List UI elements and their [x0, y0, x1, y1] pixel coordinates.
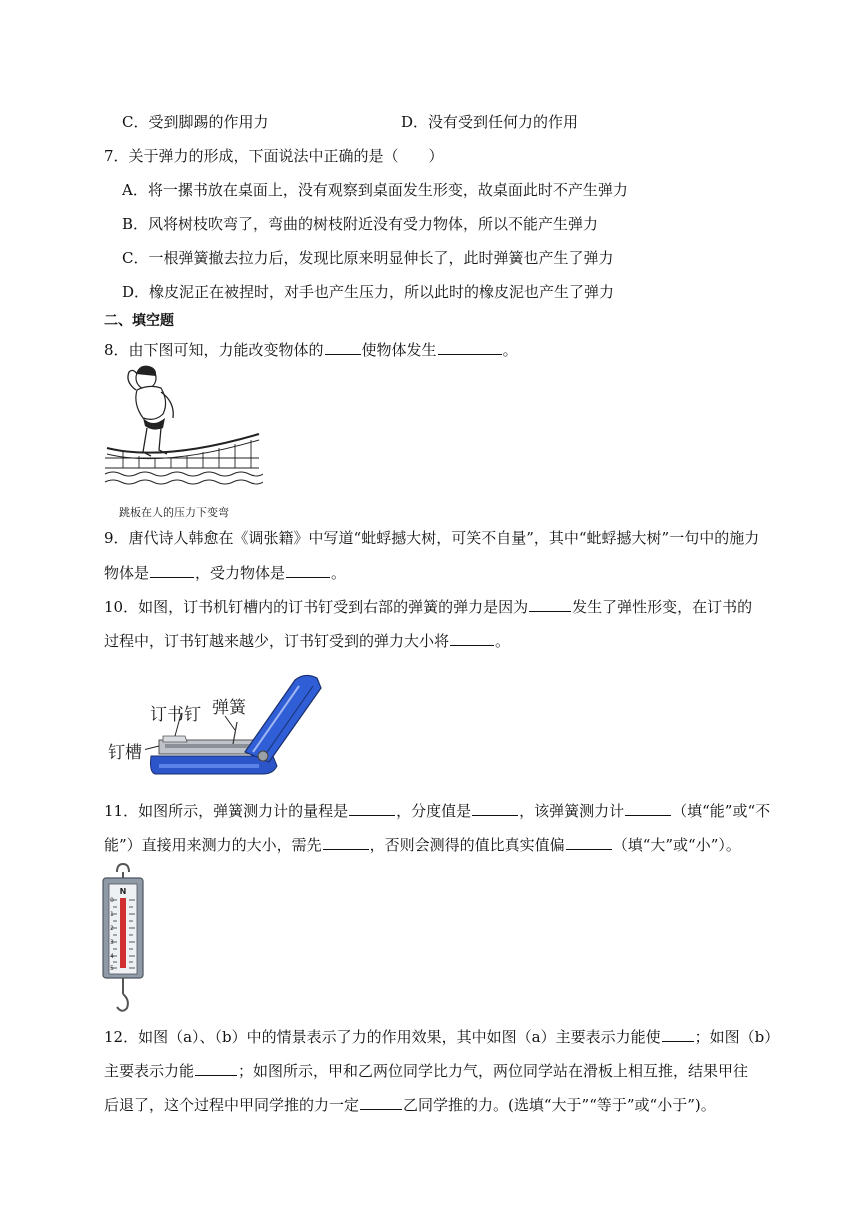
q12-line1 — [104, 1027, 779, 1047]
q11-part6: ，否则会测得的值比真实值偏 — [369, 836, 565, 854]
diving-board-figure — [103, 362, 263, 500]
q11-blank-2 — [472, 801, 518, 816]
q7-stem: 7．关于弹力的形成，下面说法中正确的是（ ） — [104, 147, 444, 165]
q12-blank-3 — [360, 1095, 402, 1110]
q6-option-c: C．受到脚踢的作用力 — [122, 113, 269, 131]
q12-line3 — [104, 1095, 716, 1115]
q10-part4: 。 — [495, 632, 511, 650]
q9-line1: 9．唐代诗人韩愈在《调张籍》中写道“蚍蜉撼大树，可笑不自量”，其中“蚍蜉撼大树”一句中的施力 — [104, 529, 760, 547]
scale-tick-3: 3 — [110, 939, 114, 946]
q11-part5: 能”）直接用来测力的大小，需先 — [104, 836, 322, 854]
q11-part4: （填“能”或“不 — [672, 802, 771, 820]
q8-blank-2 — [438, 340, 502, 355]
q12-part2: ；如图（b） — [694, 1028, 780, 1046]
q12-part3: 主要表示力能 — [104, 1062, 195, 1080]
q9-blank-1 — [150, 563, 194, 578]
q12-blank-2 — [195, 1061, 237, 1076]
q9-part1: 物体是 — [104, 564, 150, 582]
q11-blank-1 — [349, 801, 395, 816]
q10-part2: 发生了弹性形变，在订书的 — [572, 598, 753, 616]
q9-line2 — [104, 563, 346, 583]
q11-line1 — [104, 801, 770, 821]
spring-scale-figure — [100, 862, 146, 1014]
scale-tick-2: 2 — [110, 925, 114, 932]
q11-blank-5 — [566, 835, 612, 850]
q10-line1 — [104, 597, 752, 617]
q12-part1: 12．如图（a）、（b）中的情景表示了力的作用效果，其中如图（a）主要表示力能使 — [104, 1028, 661, 1046]
q10-part1: 10．如图，订书机钉槽内的订书钉受到右部的弹簧的弹力是因为 — [104, 598, 529, 616]
q9-part3: 。 — [331, 564, 347, 582]
label-staple: 订书钉 — [150, 705, 201, 725]
label-spring: 弹簧 — [212, 698, 246, 718]
q10-part3: 过程中，订书钉越来越少，订书钉受到的弹力大小将 — [104, 632, 450, 650]
q11-part3: ，该弹簧测力计 — [519, 802, 625, 820]
q8-figure-caption: 跳板在人的压力下变弯 — [119, 506, 229, 519]
q11-part7: （填“大”或“小”）。 — [612, 836, 741, 854]
q11-blank-3 — [625, 801, 671, 816]
q11-blank-4 — [323, 835, 369, 850]
q12-blank-1 — [662, 1027, 694, 1042]
q8-blank-1 — [325, 340, 361, 355]
q9-part2: ，受力物体是 — [195, 564, 286, 582]
scale-tick-1: 1 — [110, 911, 114, 918]
q7-option-c: C．一根弹簧撤去拉力后，发现比原来明显伸长了，此时弹簧也产生了弹力 — [122, 249, 614, 267]
stapler-figure — [145, 672, 335, 782]
scale-unit-label: N — [119, 887, 127, 896]
q8-part3: 。 — [502, 341, 518, 359]
q9-blank-2 — [286, 563, 330, 578]
q7-option-b: B．风将树枝吹弯了，弯曲的树枝附近没有受力物体，所以不能产生弹力 — [122, 215, 599, 233]
scale-tick-5: 5 — [110, 965, 114, 972]
label-groove: 钉槽 — [108, 743, 142, 763]
q6-option-d: D．没有受到任何力的作用 — [401, 113, 579, 131]
q11-part1: 11．如图所示，弹簧测力计的量程是 — [104, 802, 349, 820]
q10-line2 — [104, 631, 510, 651]
section-heading: 二、填空题 — [104, 313, 174, 329]
q8-part2: 使物体发生 — [361, 341, 437, 359]
q10-blank-1 — [529, 597, 571, 612]
q12-part4: ；如图所示，甲和乙两位同学比力气，两位同学站在滑板上相互推，结果甲往 — [238, 1062, 749, 1080]
q7-option-a: A．将一摞书放在桌面上，没有观察到桌面发生形变，故桌面此时不产生弹力 — [122, 181, 628, 199]
q8-text — [104, 340, 518, 360]
q12-part5: 后退了，这个过程中甲同学推的力一定 — [104, 1096, 360, 1114]
q8-part1: 8．由下图可知，力能改变物体的 — [104, 341, 324, 359]
q11-line2 — [104, 835, 741, 855]
q11-part2: ，分度值是 — [396, 802, 472, 820]
q7-option-d: D．橡皮泥正在被捏时，对手也产生压力，所以此时的橡皮泥也产生了弹力 — [122, 283, 615, 301]
q12-part6: 乙同学推的力。(选填“大于”“等于”或“小于”)。 — [403, 1096, 716, 1114]
scale-tick-4: 4 — [110, 953, 114, 960]
q10-blank-2 — [450, 631, 494, 646]
q12-line2 — [104, 1061, 748, 1081]
scale-tick-0: 0 — [110, 897, 114, 904]
